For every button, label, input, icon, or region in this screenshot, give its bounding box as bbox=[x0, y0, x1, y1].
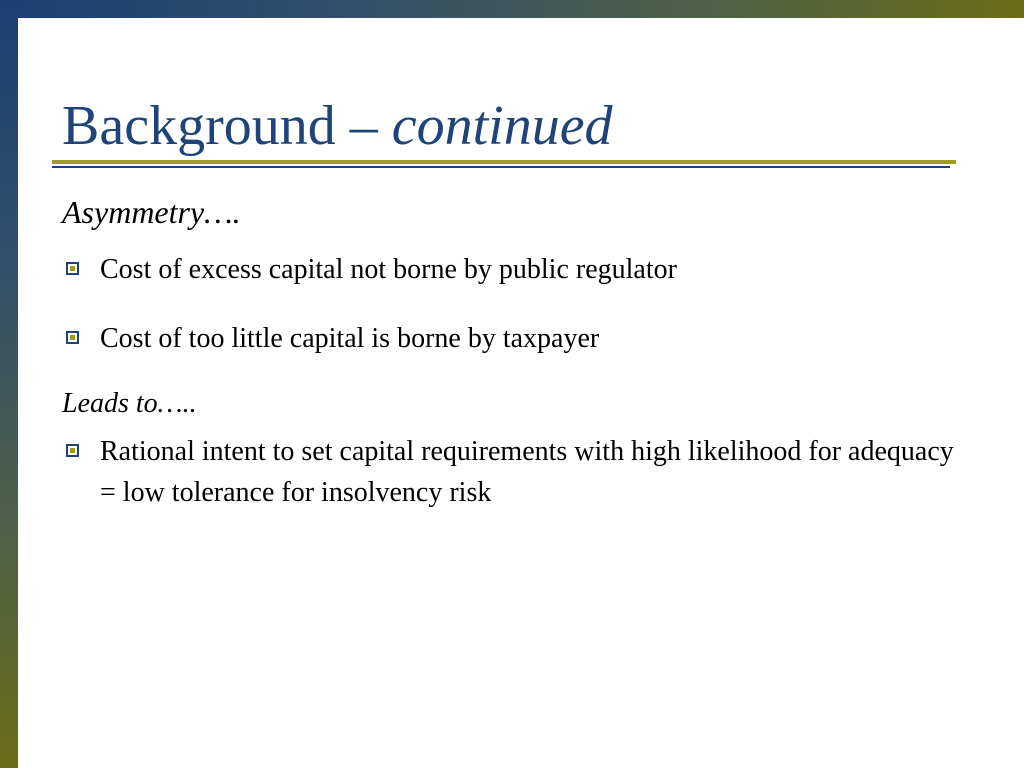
bullet-text: Cost of excess capital not borne by public regulator bbox=[100, 254, 677, 285]
square-bullet-icon bbox=[66, 262, 79, 275]
section-heading-asymmetry: Asymmetry…. bbox=[62, 194, 241, 230]
slide-title bbox=[62, 92, 613, 160]
slide-title-emphasis: continued bbox=[391, 95, 613, 157]
title-underline-navy bbox=[52, 166, 950, 168]
bullet-item bbox=[62, 318, 962, 359]
square-bullet-icon bbox=[66, 331, 79, 344]
frame-left-bar bbox=[0, 0, 18, 768]
square-bullet-icon bbox=[66, 444, 79, 457]
section-heading-leads-to: Leads to….. bbox=[62, 388, 197, 419]
title-underline-gold bbox=[52, 160, 956, 164]
bullet-item bbox=[62, 431, 962, 513]
bullet-text: Cost of too little capital is borne by taxpayer bbox=[100, 323, 600, 354]
bullet-text: Rational intent to set capital requirements with high likelihood for adequacy = low tolerance for insolvency risk bbox=[100, 436, 954, 508]
bullet-item bbox=[62, 249, 962, 290]
frame-top-bar bbox=[0, 0, 1024, 18]
slide-title-main: Background – bbox=[62, 95, 392, 157]
